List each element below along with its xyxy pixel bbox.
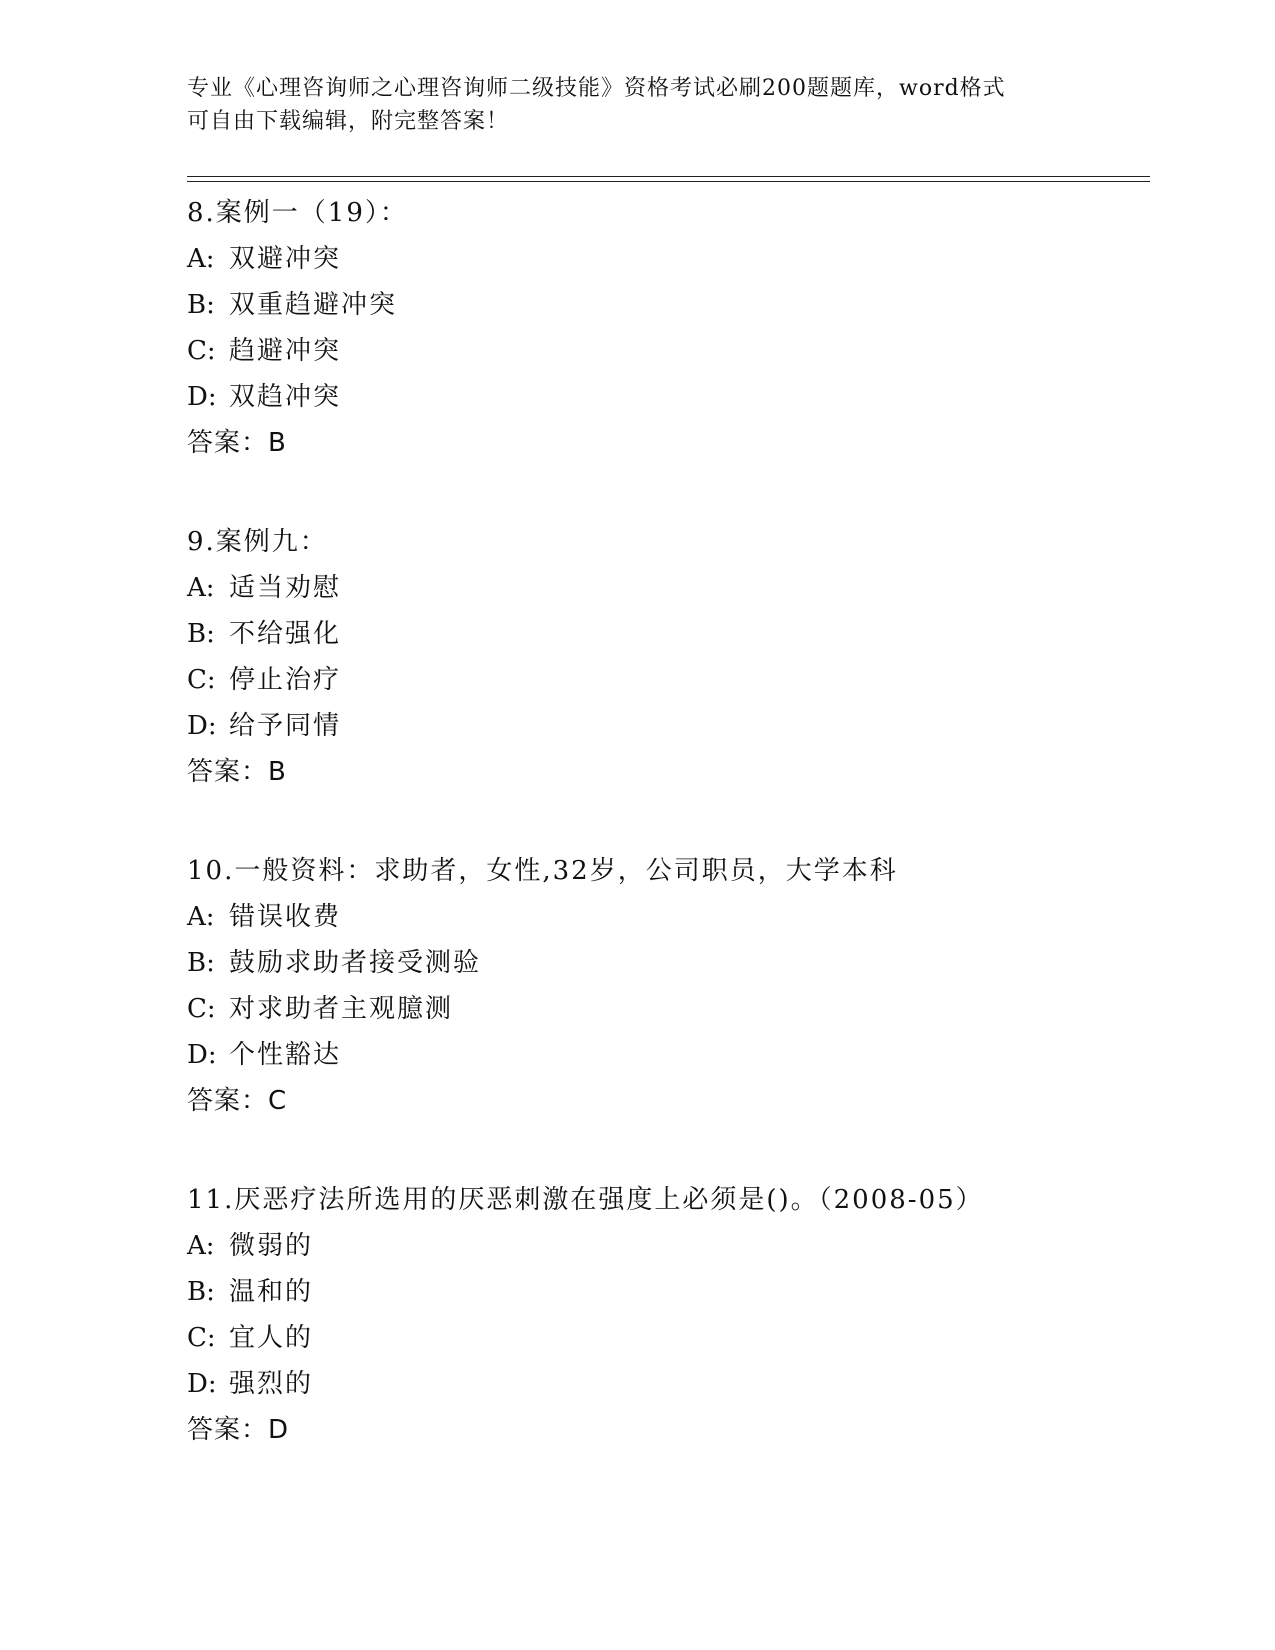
header-line-2: 可自由下载编辑，附完整答案！	[187, 109, 510, 134]
option-c	[187, 328, 1147, 374]
option-a	[187, 236, 1147, 282]
header-divider-bottom	[187, 181, 1150, 182]
option-letter: C:	[187, 336, 216, 366]
option-text: 双重趋避冲突	[229, 290, 398, 320]
option-letter: B:	[187, 619, 215, 649]
option-letter: D:	[187, 1040, 217, 1070]
option-letter: C:	[187, 665, 216, 695]
option-letter: D:	[187, 382, 217, 412]
option-d	[187, 703, 1147, 749]
answer-line: 答案：D	[187, 1415, 290, 1445]
option-letter: A:	[187, 1231, 215, 1261]
option-text: 强烈的	[229, 1369, 314, 1399]
option-b	[187, 282, 1147, 328]
question-stem: 10.一般资料：求助者，女性,32岁，公司职员，大学本科	[187, 856, 898, 886]
option-text: 给予同情	[229, 711, 342, 741]
question-stem: 8.案例一（19）：	[187, 198, 408, 228]
question-item	[187, 190, 1147, 466]
answer-line: 答案：C	[187, 1086, 288, 1116]
option-d	[187, 1361, 1147, 1407]
option-letter: B:	[187, 290, 215, 320]
option-d	[187, 374, 1147, 420]
option-a	[187, 894, 1147, 940]
document-header	[187, 72, 1087, 138]
option-b	[187, 611, 1147, 657]
option-letter: C:	[187, 994, 216, 1024]
answer-line: 答案：B	[187, 757, 287, 787]
option-text: 适当劝慰	[229, 573, 342, 603]
question-item	[187, 1177, 1147, 1453]
option-letter: D:	[187, 711, 217, 741]
option-a	[187, 1223, 1147, 1269]
option-text: 对求助者主观臆测	[229, 994, 454, 1024]
option-text: 温和的	[229, 1277, 314, 1307]
option-text: 个性豁达	[229, 1040, 342, 1070]
answer-line: 答案：B	[187, 428, 287, 458]
option-text: 双趋冲突	[229, 382, 342, 412]
question-list	[187, 190, 1147, 1453]
question-stem: 11.厌恶疗法所选用的厌恶刺激在强度上必须是()。（2008-05）	[187, 1185, 984, 1215]
option-letter: A:	[187, 902, 215, 932]
option-letter: D:	[187, 1369, 217, 1399]
option-text: 趋避冲突	[229, 336, 342, 366]
option-text: 微弱的	[229, 1231, 314, 1261]
option-c	[187, 986, 1147, 1032]
question-item	[187, 519, 1147, 795]
option-letter: B:	[187, 948, 215, 978]
header-line-1: 专业《心理咨询师之心理咨询师二级技能》资格考试必刷200题题库，word格式	[187, 76, 1006, 101]
option-text: 鼓励求助者接受测验	[229, 948, 482, 978]
option-text: 错误收费	[229, 902, 342, 932]
option-c	[187, 657, 1147, 703]
question-stem: 9.案例九：	[187, 527, 328, 557]
option-a	[187, 565, 1147, 611]
option-c	[187, 1315, 1147, 1361]
option-text: 停止治疗	[229, 665, 342, 695]
option-b	[187, 1269, 1147, 1315]
option-letter: C:	[187, 1323, 216, 1353]
option-letter: A:	[187, 244, 215, 274]
option-letter: B:	[187, 1277, 215, 1307]
option-text: 不给强化	[229, 619, 342, 649]
option-text: 宜人的	[229, 1323, 314, 1353]
option-b	[187, 940, 1147, 986]
option-d	[187, 1032, 1147, 1078]
question-item	[187, 848, 1147, 1124]
option-text: 双避冲突	[229, 244, 342, 274]
header-divider-top	[187, 176, 1150, 177]
option-letter: A:	[187, 573, 215, 603]
